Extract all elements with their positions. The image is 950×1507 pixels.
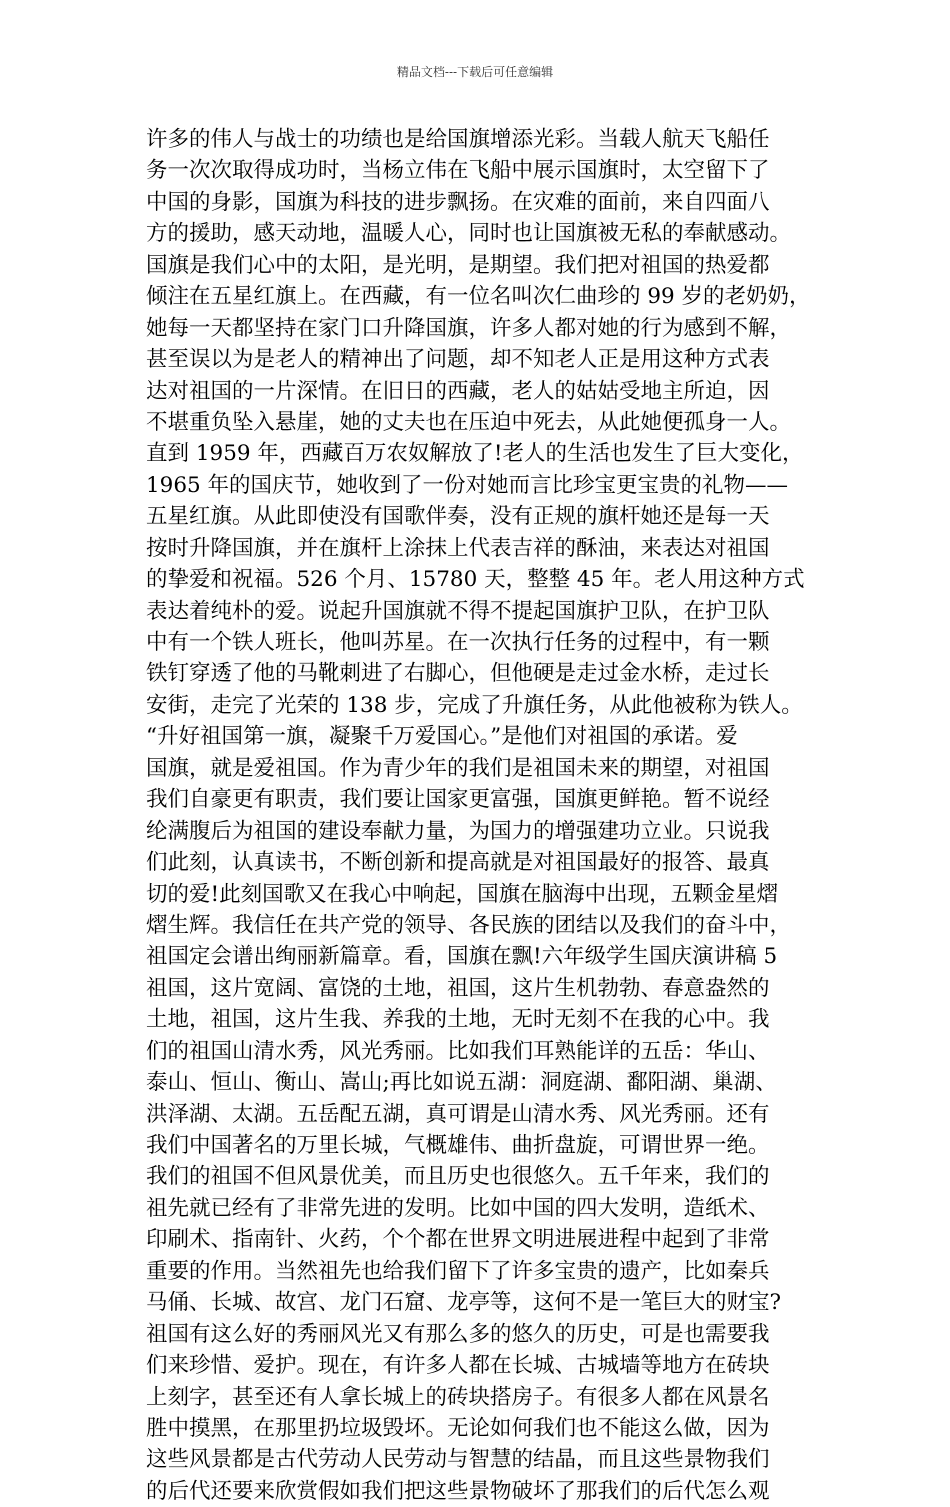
page-header: 精品文档---下载后可任意编辑 xyxy=(396,65,554,79)
text-line: 我们中国著名的万里长城，气概雄伟、曲折盘旋，可谓世界一绝。 xyxy=(146,1133,770,1158)
text-line: 洪泽湖、太湖。五岳配五湖，真可谓是山清水秀、风光秀丽。还有 xyxy=(146,1101,770,1127)
text-line: 中有一个铁人班长，他叫苏星。在一次执行任务的过程中，有一颗 xyxy=(146,630,770,655)
text-line: 切的爱!此刻国歌又在我心中响起，国旗在脑海中出现，五颗金星熠 xyxy=(146,881,779,907)
text-line: 务一次次取得成功时，当杨立伟在飞船中展示国旗时，太空留下了 xyxy=(146,158,770,184)
text-line: 土地，祖国，这片生我、养我的土地，无时无刻不在我的心中。我 xyxy=(146,1007,770,1033)
text-line: 甚至误以为是老人的精神出了问题，却不知老人正是用这种方式表 xyxy=(146,347,770,373)
text-line: 国旗，就是爱祖国。作为青少年的我们是祖国未来的期望，对祖国 xyxy=(146,755,770,781)
text-line: 我们自豪更有职责，我们要让国家更富强，国旗更鲜艳。暂不说经 xyxy=(146,787,770,813)
text-line: 达对祖国的一片深情。在旧日的西藏，老人的姑姑受地主所迫，因 xyxy=(146,378,770,404)
text-line: 纶满腹后为祖国的建设奉献力量，为国力的增强建功立业。只说我 xyxy=(146,818,770,844)
text-line: 不堪重负坠入悬崖，她的丈夫也在压迫中死去，从此她便孤身一人。 xyxy=(146,409,792,435)
text-line: 五星红旗。从此即使没有国歌伴奏，没有正规的旗杆她还是每一天 xyxy=(146,504,770,530)
text-line: 的挚爱和祝福。526 个月、15780 天，整整 45 年。老人用这种方式 xyxy=(146,567,805,593)
text-line: 表达着纯朴的爱。说起升国旗就不得不提起国旗护卫队，在护卫队 xyxy=(146,598,770,624)
text-line: 祖国有这么好的秀丽风光又有那么多的悠久的历史，可是也需要我 xyxy=(146,1321,770,1347)
text-line: 直到 1959 年，西藏百万农奴解放了!老人的生活也发生了巨大变化， xyxy=(146,441,804,467)
text-line: 们来珍惜、爱护。现在，有许多人都在长城、古城墙等地方在砖块 xyxy=(146,1353,770,1379)
text-line: 印刷术、指南针、火药，个个都在世界文明进展进程中起到了非常 xyxy=(146,1227,770,1253)
text-line: 胜中摸黑，在那里扔垃圾毁坏。无论如何我们也不能这么做，因为 xyxy=(146,1415,770,1441)
text-line: 的后代还要来欣赏假如我们把这些景物破坏了那我们的后代怎么观 xyxy=(146,1478,770,1504)
text-line: 马俑、长城、故宫、龙门石窟、龙亭等，这何不是一笔巨大的财宝? xyxy=(146,1290,782,1316)
text-line: 许多的伟人与战士的功绩也是给国旗增添光彩。当载人航天飞船任 xyxy=(146,127,770,152)
text-line: 这些风景都是古代劳动人民劳动与智慧的结晶，而且这些景物我们 xyxy=(146,1447,770,1473)
text-line: 安街，走完了光荣的 138 步，完成了升旗任务，从此他被称为铁人。 xyxy=(146,692,803,718)
text-line: 我们的祖国不但风景优美，而且历史也很悠久。五千年来，我们的 xyxy=(146,1164,770,1190)
text-line: 她每一天都坚持在家门口升降国旗，许多人都对她的行为感到不解， xyxy=(146,315,792,341)
text-line: 中国的身影，国旗为科技的进步飘扬。在灾难的面前，来自四面八 xyxy=(146,189,770,215)
text-line: 重要的作用。当然祖先也给我们留下了许多宝贵的遗产，比如秦兵 xyxy=(146,1258,770,1284)
text-line: 1965 年的国庆节，她收到了一份对她而言比珍宝更宝贵的礼物—— xyxy=(146,472,789,498)
text-line: 祖国定会谱出绚丽新篇章。看，国旗在飘!六年级学生国庆演讲稿 5 xyxy=(146,944,778,970)
text-line: 们的祖国山清水秀，风光秀丽。比如我们耳熟能详的五岳：华山、 xyxy=(146,1038,770,1064)
text-line: 祖先就已经有了非常先进的发明。比如中国的四大发明，造纸术、 xyxy=(146,1195,770,1221)
text-line: 按时升降国旗，并在旗杆上涂抹上代表吉祥的酥油，来表达对祖国 xyxy=(146,535,770,561)
text-line: 熠生辉。我信任在共产党的领导、各民族的团结以及我们的奋斗中， xyxy=(146,912,792,938)
text-line: 铁钉穿透了他的马靴刺进了右脚心，但他硬是走过金水桥，走过长 xyxy=(146,661,770,687)
text-line: 们此刻，认真读书，不断创新和提高就是对祖国最好的报答、最真 xyxy=(146,850,770,876)
text-line: “升好祖国第一旗，凝聚千万爱国心。”是他们对祖国的承诺。爱 xyxy=(146,724,738,750)
text-line: 上刻字，甚至还有人拿长城上的砖块搭房子。有很多人都在风景名 xyxy=(146,1384,770,1410)
document-body xyxy=(146,124,830,1507)
text-line: 国旗是我们心中的太阳，是光明，是期望。我们把对祖国的热爱都 xyxy=(146,252,770,278)
text-line: 泰山、恒山、衡山、嵩山;再比如说五湖：洞庭湖、鄱阳湖、巢湖、 xyxy=(146,1070,777,1096)
text-line: 倾注在五星红旗上。在西藏，有一位名叫次仁曲珍的 99 岁的老奶奶， xyxy=(146,284,811,310)
text-line: 方的援助，感天动地，温暖人心，同时也让国旗被无私的奉献感动。 xyxy=(146,221,792,247)
text-line: 祖国，这片宽阔、富饶的土地，祖国，这片生机勃勃、春意盎然的 xyxy=(146,975,770,1001)
